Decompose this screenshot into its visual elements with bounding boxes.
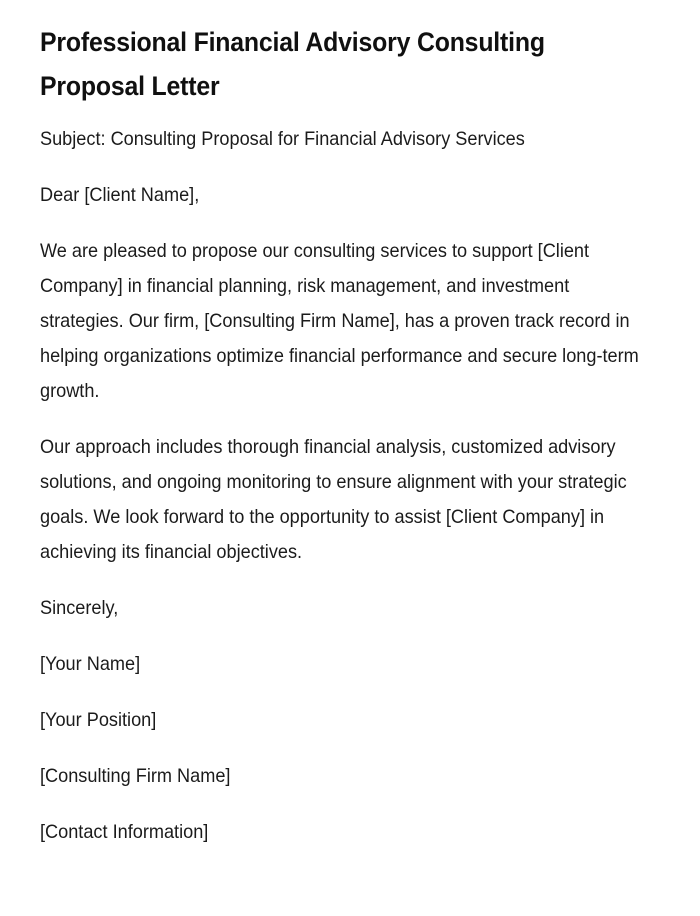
closing-salutation: Sincerely, [40, 597, 119, 619]
signature-firm: [Consulting Firm Name] [40, 765, 231, 787]
signature-position: [Your Position] [40, 709, 157, 731]
letter-body [40, 122, 644, 850]
body-paragraph-1: We are pleased to propose our consulting services to support [Client Company] in financial planning, risk management, and investment strategies. Our firm, [Consulting Firm Name], has a proven track record in helping organizations optimize financial performance and secure long-term growth. [40, 240, 644, 402]
subject-line: Subject: Consulting Proposal for Financial Advisory Services [40, 128, 525, 150]
signature-contact: [Contact Information] [40, 821, 209, 843]
body-paragraph-2: Our approach includes thorough financial analysis, customized advisory solutions, and ongoing monitoring to ensure alignment with your strategic goals. We look forward to the opportunity to assist [Client Company] in achieving its financial objectives. [40, 436, 632, 563]
salutation: Dear [Client Name], [40, 184, 200, 206]
signature-name: [Your Name] [40, 653, 141, 675]
page-title: Professional Financial Advisory Consulting Proposal Letter [40, 27, 545, 101]
